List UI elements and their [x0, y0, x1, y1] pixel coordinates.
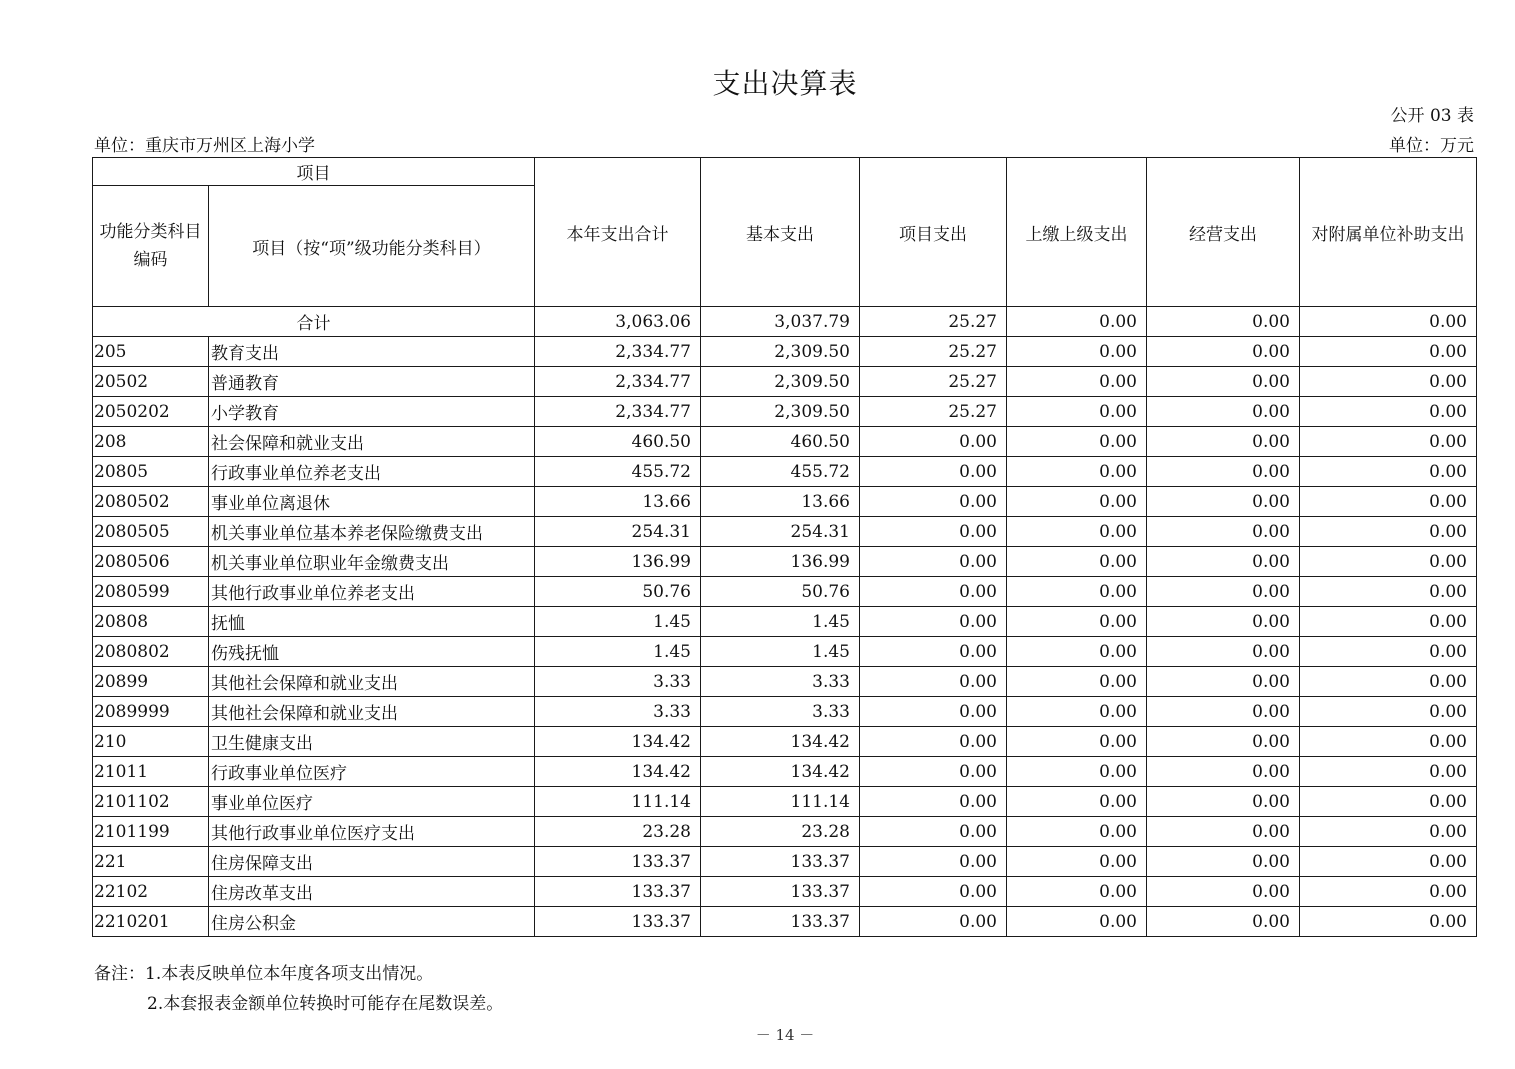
page-title: 支出决算表: [712, 67, 858, 100]
row-code: 20502: [93, 367, 209, 397]
expenditure-table: [92, 157, 1477, 937]
row-name: 其他行政事业单位医疗支出: [209, 817, 535, 847]
row-value: 455.72: [701, 457, 860, 487]
row-value: 0.00: [860, 817, 1007, 847]
row-value: 0.00: [1147, 457, 1300, 487]
row-value: 0.00: [1007, 817, 1147, 847]
row-value: 0.00: [1300, 577, 1477, 607]
row-value: 0.00: [1300, 397, 1477, 427]
table-row: [93, 757, 1477, 787]
row-value: 0.00: [1300, 907, 1477, 937]
note-line-2: 2.本套报表金额单位转换时可能存在尾数误差。: [147, 994, 504, 1014]
row-value: 13.66: [535, 487, 701, 517]
row-value: 134.42: [535, 757, 701, 787]
row-value: 25.27: [860, 397, 1007, 427]
row-value: 0.00: [1300, 727, 1477, 757]
total-value: 0.00: [1147, 307, 1300, 337]
row-name: 抚恤: [209, 607, 535, 637]
row-value: 1.45: [701, 637, 860, 667]
table-row: [93, 817, 1477, 847]
row-name: 事业单位离退休: [209, 487, 535, 517]
row-value: 0.00: [1300, 697, 1477, 727]
table-row: [93, 667, 1477, 697]
header-basic: 基本支出: [701, 158, 860, 307]
row-value: 0.00: [1147, 577, 1300, 607]
row-value: 133.37: [535, 907, 701, 937]
row-value: 0.00: [1007, 727, 1147, 757]
row-value: 136.99: [701, 547, 860, 577]
row-value: 0.00: [1007, 517, 1147, 547]
row-name: 教育支出: [209, 337, 535, 367]
row-code: 2080506: [93, 547, 209, 577]
row-value: 0.00: [1300, 367, 1477, 397]
row-value: 136.99: [535, 547, 701, 577]
row-value: 133.37: [535, 877, 701, 907]
row-name: 卫生健康支出: [209, 727, 535, 757]
row-name: 事业单位医疗: [209, 787, 535, 817]
row-value: 0.00: [860, 427, 1007, 457]
row-code: 2050202: [93, 397, 209, 427]
row-value: 0.00: [1007, 397, 1147, 427]
row-name: 其他社会保障和就业支出: [209, 667, 535, 697]
row-value: 0.00: [1300, 607, 1477, 637]
row-value: 0.00: [1300, 517, 1477, 547]
notes: [94, 959, 503, 1019]
row-value: 0.00: [1147, 487, 1300, 517]
row-value: 0.00: [1147, 667, 1300, 697]
row-value: 0.00: [1147, 787, 1300, 817]
row-value: 1.45: [701, 607, 860, 637]
header-item: 项目（按“项”级功能分类科目）: [209, 186, 535, 307]
row-name: 机关事业单位基本养老保险缴费支出: [209, 517, 535, 547]
row-value: 0.00: [860, 517, 1007, 547]
row-value: 133.37: [535, 847, 701, 877]
row-name: 其他行政事业单位养老支出: [209, 577, 535, 607]
row-value: 0.00: [1300, 817, 1477, 847]
table-row: [93, 577, 1477, 607]
page-number: － 14 －: [755, 1026, 815, 1044]
row-value: 0.00: [1147, 697, 1300, 727]
row-value: 0.00: [1007, 757, 1147, 787]
row-value: 3.33: [535, 697, 701, 727]
row-value: 111.14: [535, 787, 701, 817]
row-value: 0.00: [1300, 427, 1477, 457]
row-value: 133.37: [701, 847, 860, 877]
row-code: 2210201: [93, 907, 209, 937]
row-value: 2,309.50: [701, 397, 860, 427]
row-name: 行政事业单位医疗: [209, 757, 535, 787]
row-value: 0.00: [1007, 427, 1147, 457]
row-value: 0.00: [860, 697, 1007, 727]
row-value: 134.42: [701, 757, 860, 787]
row-code: 2080505: [93, 517, 209, 547]
row-value: 0.00: [1300, 637, 1477, 667]
row-value: 133.37: [701, 907, 860, 937]
row-value: 0.00: [1007, 487, 1147, 517]
row-name: 住房公积金: [209, 907, 535, 937]
row-code: 205: [93, 337, 209, 367]
row-value: 0.00: [1300, 667, 1477, 697]
row-value: 0.00: [1300, 757, 1477, 787]
row-value: 0.00: [860, 907, 1007, 937]
row-value: 0.00: [1147, 847, 1300, 877]
total-row: [93, 307, 1477, 337]
row-code: 22102: [93, 877, 209, 907]
header-upper-level: 上缴上级支出: [1007, 158, 1147, 307]
row-value: 0.00: [860, 877, 1007, 907]
unit-organization: 单位：重庆市万州区上海小学: [94, 136, 315, 156]
row-value: 13.66: [701, 487, 860, 517]
row-value: 254.31: [535, 517, 701, 547]
row-value: 0.00: [1300, 787, 1477, 817]
row-value: 0.00: [860, 637, 1007, 667]
row-value: 0.00: [860, 577, 1007, 607]
row-value: 0.00: [860, 607, 1007, 637]
row-value: 0.00: [1300, 547, 1477, 577]
row-value: 133.37: [701, 877, 860, 907]
note-line-1: 备注：1.本表反映单位本年度各项支出情况。: [94, 964, 434, 984]
row-value: 0.00: [1007, 637, 1147, 667]
row-code: 2101102: [93, 787, 209, 817]
table-row: [93, 367, 1477, 397]
row-value: 0.00: [860, 487, 1007, 517]
row-value: 0.00: [1147, 907, 1300, 937]
row-name: 机关事业单位职业年金缴费支出: [209, 547, 535, 577]
row-name: 其他社会保障和就业支出: [209, 697, 535, 727]
row-value: 0.00: [1007, 547, 1147, 577]
table-row: [93, 727, 1477, 757]
row-code: 2101199: [93, 817, 209, 847]
row-name: 行政事业单位养老支出: [209, 457, 535, 487]
row-value: 50.76: [701, 577, 860, 607]
row-value: 25.27: [860, 337, 1007, 367]
row-code: 20808: [93, 607, 209, 637]
row-value: 0.00: [860, 787, 1007, 817]
row-value: 1.45: [535, 607, 701, 637]
row-value: 0.00: [860, 727, 1007, 757]
table-row: [93, 427, 1477, 457]
row-value: 0.00: [1007, 787, 1147, 817]
table-row: [93, 487, 1477, 517]
row-value: 0.00: [860, 847, 1007, 877]
row-value: 0.00: [1300, 877, 1477, 907]
table-row: [93, 517, 1477, 547]
row-value: 3.33: [535, 667, 701, 697]
row-value: 23.28: [535, 817, 701, 847]
row-value: 2,334.77: [535, 367, 701, 397]
row-value: 0.00: [1007, 847, 1147, 877]
row-value: 455.72: [535, 457, 701, 487]
row-value: 23.28: [701, 817, 860, 847]
table-row: [93, 787, 1477, 817]
total-value: 3,037.79: [701, 307, 860, 337]
row-value: 0.00: [1147, 817, 1300, 847]
total-value: 25.27: [860, 307, 1007, 337]
row-value: 0.00: [1147, 427, 1300, 457]
header-total: 本年支出合计: [535, 158, 701, 307]
row-value: 0.00: [1007, 667, 1147, 697]
row-value: 0.00: [1007, 607, 1147, 637]
row-code: 2080502: [93, 487, 209, 517]
row-value: 0.00: [1007, 577, 1147, 607]
total-label: 合计: [93, 307, 535, 337]
row-value: 0.00: [1147, 877, 1300, 907]
table-row: [93, 547, 1477, 577]
row-value: 0.00: [1007, 907, 1147, 937]
row-name: 伤残抚恤: [209, 637, 535, 667]
row-value: 254.31: [701, 517, 860, 547]
row-value: 2,309.50: [701, 367, 860, 397]
header-project: 项目: [93, 158, 535, 186]
total-value: 0.00: [1007, 307, 1147, 337]
row-code: 221: [93, 847, 209, 877]
header-subsidy: 对附属单位补助支出: [1300, 158, 1477, 307]
row-value: 0.00: [1007, 367, 1147, 397]
row-code: 20805: [93, 457, 209, 487]
row-value: 0.00: [1147, 757, 1300, 787]
table-row: [93, 337, 1477, 367]
table-row: [93, 907, 1477, 937]
row-value: 0.00: [1147, 637, 1300, 667]
header-operation: 经营支出: [1147, 158, 1300, 307]
row-value: 460.50: [701, 427, 860, 457]
row-value: 0.00: [860, 547, 1007, 577]
table-row: [93, 637, 1477, 667]
row-value: 0.00: [860, 457, 1007, 487]
unit-currency: 单位：万元: [1389, 136, 1474, 156]
row-code: 20899: [93, 667, 209, 697]
row-value: 0.00: [1300, 487, 1477, 517]
row-name: 普通教育: [209, 367, 535, 397]
row-value: 2,334.77: [535, 397, 701, 427]
row-value: 0.00: [1300, 457, 1477, 487]
form-number: 公开 03 表: [1390, 106, 1474, 126]
row-code: 2089999: [93, 697, 209, 727]
row-value: 0.00: [1147, 517, 1300, 547]
row-value: 134.42: [701, 727, 860, 757]
row-name: 住房保障支出: [209, 847, 535, 877]
row-value: 25.27: [860, 367, 1007, 397]
row-value: 0.00: [860, 757, 1007, 787]
row-name: 社会保障和就业支出: [209, 427, 535, 457]
row-value: 0.00: [1147, 547, 1300, 577]
row-code: 2080599: [93, 577, 209, 607]
table-row: [93, 877, 1477, 907]
row-value: 1.45: [535, 637, 701, 667]
row-value: 3.33: [701, 667, 860, 697]
table-row: [93, 457, 1477, 487]
row-value: 0.00: [1300, 847, 1477, 877]
row-value: 0.00: [1007, 877, 1147, 907]
row-value: 3.33: [701, 697, 860, 727]
row-value: 0.00: [1147, 367, 1300, 397]
row-code: 208: [93, 427, 209, 457]
row-value: 460.50: [535, 427, 701, 457]
row-code: 2080802: [93, 637, 209, 667]
row-value: 0.00: [1300, 337, 1477, 367]
row-name: 小学教育: [209, 397, 535, 427]
table-row: [93, 697, 1477, 727]
total-value: 0.00: [1300, 307, 1477, 337]
row-value: 0.00: [1007, 337, 1147, 367]
row-value: 2,334.77: [535, 337, 701, 367]
row-value: 2,309.50: [701, 337, 860, 367]
table-row: [93, 607, 1477, 637]
row-value: 0.00: [1147, 397, 1300, 427]
row-name: 住房改革支出: [209, 877, 535, 907]
row-code: 21011: [93, 757, 209, 787]
header-project-expenditure: 项目支出: [860, 158, 1007, 307]
table-row: [93, 847, 1477, 877]
row-value: 134.42: [535, 727, 701, 757]
row-value: 0.00: [1147, 727, 1300, 757]
row-value: 0.00: [860, 667, 1007, 697]
row-value: 0.00: [1007, 697, 1147, 727]
total-value: 3,063.06: [535, 307, 701, 337]
row-value: 111.14: [701, 787, 860, 817]
table-row: [93, 397, 1477, 427]
row-value: 0.00: [1007, 457, 1147, 487]
row-value: 0.00: [1147, 607, 1300, 637]
row-value: 50.76: [535, 577, 701, 607]
row-code: 210: [93, 727, 209, 757]
header-code: 功能分类科目编码: [93, 186, 209, 307]
row-value: 0.00: [1147, 337, 1300, 367]
